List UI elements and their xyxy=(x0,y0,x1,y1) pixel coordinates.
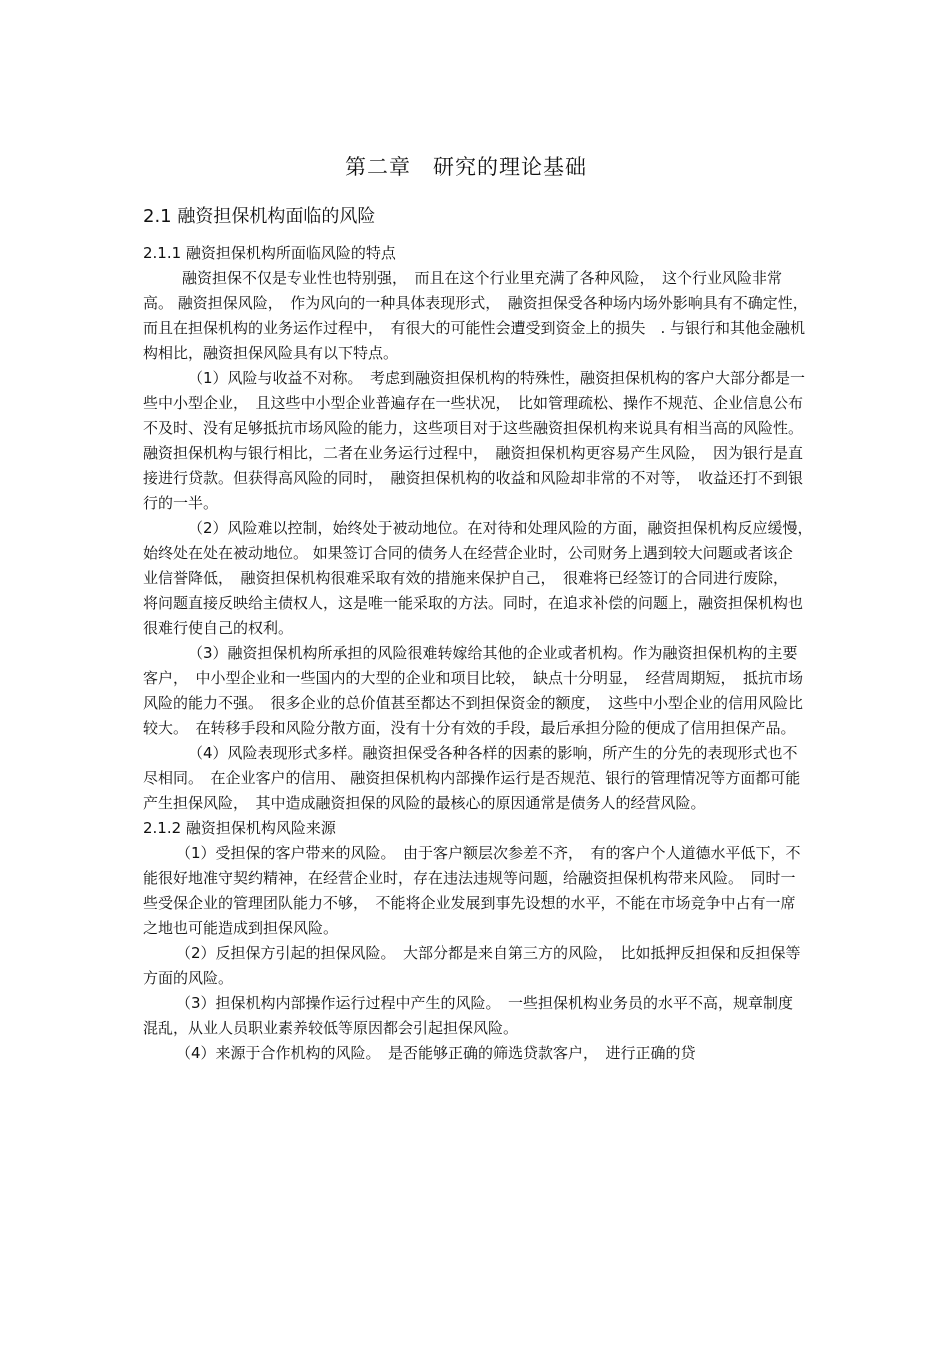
paragraph-point: （3）融资担保机构所承担的风险很难转嫁给其他的企业或者机构。作为融资担保机构的主要客户， 中小型企业和一些国内的大型的企业和项目比较， 缺点十分明显， 经营周期短， 抵抗市场风险的能力不强。 很多企业的总价值甚至都达不到担保资金的额度， 这些中小型企业的信用风险比较大。 在转移手段和风险分散方面，没有十分有效的手段，最后承担分险的便成了信用担保产品。 xyxy=(143,644,804,737)
paragraph-point: （3）担保机构内部操作运行过程中产生的风险。 一些担保机构业务员的水平不高，规章制度混乱，从业人员职业素养较低等原因都会引起担保风险。 xyxy=(143,994,794,1037)
paragraph-point: （1）受担保的客户带来的风险。 由于客户额层次参差不齐， 有的客户个人道德水平低下，不能很好地准守契约精神，在经营企业时，存在违法违规等问题，给融资担保机构带来风险。 同时一些受保企业的管理团队能力不够， 不能将企业发展到事先设想的水平，不能在市场竞争中占有一席之地也可能造成到担保风险。 xyxy=(143,844,801,937)
document-body xyxy=(143,241,821,1066)
subsection-heading: 2.1.2 融资担保机构风险来源 xyxy=(143,819,336,837)
chapter-title: 第二章 研究的理论基础 xyxy=(345,155,587,179)
paragraph-point: （4）来源于合作机构的风险。 是否能够正确的筛选贷款客户， 进行正确的贷 xyxy=(176,1044,696,1062)
section-title: 2.1 融资担保机构面临的风险 xyxy=(143,206,376,227)
paragraph-point: （4）风险表现形式多样。融资担保受各种各样的因素的影响，所产生的分先的表现形式也不尽相同。 在企业客户的信用、 融资担保机构内部操作运行是否规范、银行的管理情况等方面都可能产生担保风险， 其中造成融资担保的风险的最核心的原因通常是债务人的经营风险。 xyxy=(143,744,801,812)
subsection-heading: 2.1.1 融资担保机构所面临风险的特点 xyxy=(143,244,396,262)
paragraph-intro: 融资担保不仅是专业性也特别强， 而且在这个行业里充满了各种风险， 这个行业风险非常高。 融资担保风险， 作为风向的一种具体表现形式， 融资担保受各种场内场外影响具有不确定性， 而且在担保机构的业务运作过程中， 有很大的可能性会遭受到资金上的损失 . 与银行和其他金融机构相比，融资担保风险具有以下特点。 xyxy=(143,269,816,362)
paragraph-point: （1）风险与收益不对称。 考虑到融资担保机构的特殊性，融资担保机构的客户大部分都是一些中小型企业， 且这些中小型企业普遍存在一些状况， 比如管理疏松、操作不规范、企业信息公布不及时、没有足够抵抗市场风险的能力，这些项目对于这些融资担保机构来说具有相当高的风险性。 融资担保机构与银行相比，二者在业务运行过程中， 融资担保机构更容易产生风险， 因为银行是直接进行贷款。但获得高风险的同时， 融资担保机构的收益和风险却非常的不对等， 收益还打不到银行的一半。 xyxy=(143,369,811,512)
paragraph-point: （2）反担保方引起的担保风险。 大部分都是来自第三方的风险， 比如抵押反担保和反担保等方面的风险。 xyxy=(143,944,801,987)
paragraph-point: （2）风险难以控制，始终处于被动地位。在对待和处理风险的方面，融资担保机构反应缓慢， 始终处在处在被动地位。 如果签订合同的债务人在经营企业时，公司财务上遇到较大问题或者该企业信誉降低， 融资担保机构很难采取有效的措施来保护自己， 很难将已经签订的合同进行废除， 将问题直接反映给主债权人，这是唯一能采取的方法。同时，在追求补偿的问题上，融资担保机构也很难行使自己的权利。 xyxy=(143,519,821,637)
